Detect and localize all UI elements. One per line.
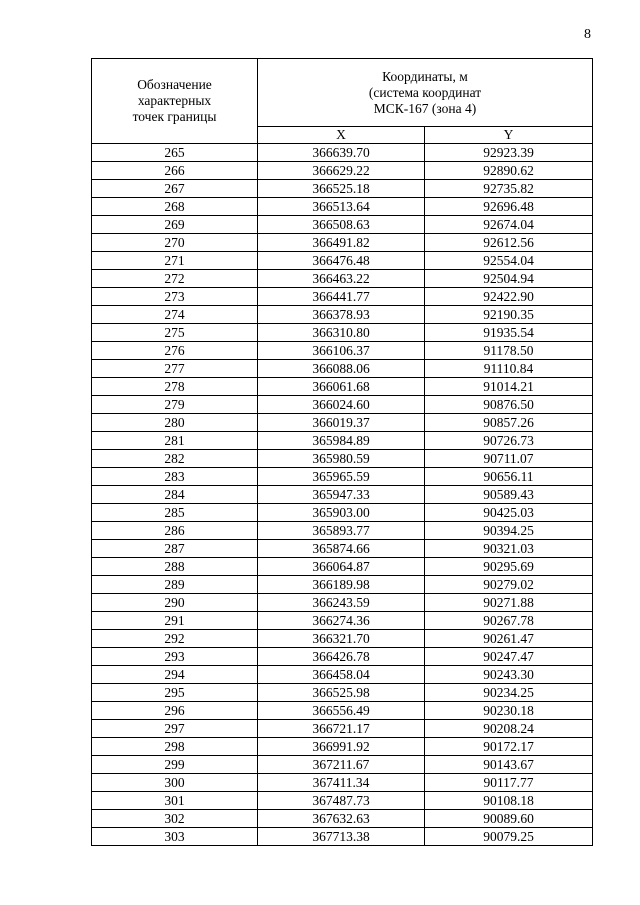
x-coordinate-cell: 365980.59 xyxy=(258,450,425,468)
y-coordinate-cell: 90230.18 xyxy=(425,702,593,720)
x-coordinate-cell: 366508.63 xyxy=(258,216,425,234)
y-coordinate-cell: 90876.50 xyxy=(425,396,593,414)
point-cell: 303 xyxy=(92,828,258,846)
table-row xyxy=(92,342,593,360)
y-coordinate-cell: 92674.04 xyxy=(425,216,593,234)
point-cell: 273 xyxy=(92,288,258,306)
point-cell: 293 xyxy=(92,648,258,666)
table-row xyxy=(92,198,593,216)
table-row xyxy=(92,144,593,162)
point-cell: 281 xyxy=(92,432,258,450)
table-row xyxy=(92,450,593,468)
y-coordinate-cell: 91935.54 xyxy=(425,324,593,342)
coords-header-line: (система координат xyxy=(368,84,482,100)
y-coordinate-cell: 90234.25 xyxy=(425,684,593,702)
y-coordinate-cell: 92890.62 xyxy=(425,162,593,180)
table-row xyxy=(92,414,593,432)
point-cell: 291 xyxy=(92,612,258,630)
x-coordinate-cell: 366106.37 xyxy=(258,342,425,360)
y-coordinate-cell: 92612.56 xyxy=(425,234,593,252)
point-cell: 278 xyxy=(92,378,258,396)
table-row xyxy=(92,540,593,558)
x-coordinate-cell: 365984.89 xyxy=(258,432,425,450)
point-cell: 298 xyxy=(92,738,258,756)
table-row xyxy=(92,216,593,234)
table-row xyxy=(92,648,593,666)
y-column-header: Y xyxy=(425,127,593,144)
x-coordinate-cell: 366378.93 xyxy=(258,306,425,324)
table-row xyxy=(92,432,593,450)
point-header-line: точек границы xyxy=(132,109,217,124)
point-cell: 271 xyxy=(92,252,258,270)
table-row xyxy=(92,810,593,828)
point-header-line: Обозначение xyxy=(137,77,212,92)
table-row xyxy=(92,162,593,180)
point-cell: 286 xyxy=(92,522,258,540)
x-coordinate-cell: 365965.59 xyxy=(258,468,425,486)
x-coordinate-cell: 366321.70 xyxy=(258,630,425,648)
y-coordinate-cell: 91178.50 xyxy=(425,342,593,360)
x-coordinate-cell: 366189.98 xyxy=(258,576,425,594)
table-row xyxy=(92,630,593,648)
x-coordinate-cell: 367411.34 xyxy=(258,774,425,792)
point-cell: 275 xyxy=(92,324,258,342)
y-coordinate-cell: 92504.94 xyxy=(425,270,593,288)
point-cell: 301 xyxy=(92,792,258,810)
x-coordinate-cell: 367713.38 xyxy=(258,828,425,846)
y-coordinate-cell: 90857.26 xyxy=(425,414,593,432)
point-designation-header xyxy=(92,59,258,144)
y-coordinate-cell: 90711.07 xyxy=(425,450,593,468)
point-cell: 295 xyxy=(92,684,258,702)
point-cell: 265 xyxy=(92,144,258,162)
y-coordinate-cell: 90295.69 xyxy=(425,558,593,576)
y-coordinate-cell: 90247.47 xyxy=(425,648,593,666)
point-cell: 285 xyxy=(92,504,258,522)
y-coordinate-cell: 92422.90 xyxy=(425,288,593,306)
y-coordinate-cell: 91110.84 xyxy=(425,360,593,378)
point-cell: 289 xyxy=(92,576,258,594)
x-coordinate-cell: 366274.36 xyxy=(258,612,425,630)
point-cell: 297 xyxy=(92,720,258,738)
y-coordinate-cell: 91014.21 xyxy=(425,378,593,396)
x-coordinate-cell: 366991.92 xyxy=(258,738,425,756)
point-cell: 296 xyxy=(92,702,258,720)
x-coordinate-cell: 366525.98 xyxy=(258,684,425,702)
y-coordinate-cell: 92923.39 xyxy=(425,144,593,162)
table-row xyxy=(92,306,593,324)
x-coordinate-cell: 366458.04 xyxy=(258,666,425,684)
point-cell: 300 xyxy=(92,774,258,792)
x-coordinate-cell: 365893.77 xyxy=(258,522,425,540)
x-coordinate-cell: 366061.68 xyxy=(258,378,425,396)
x-coordinate-cell: 366441.77 xyxy=(258,288,425,306)
table-body xyxy=(92,144,593,846)
x-coordinate-cell: 366476.48 xyxy=(258,252,425,270)
y-coordinate-cell: 90117.77 xyxy=(425,774,593,792)
point-cell: 276 xyxy=(92,342,258,360)
point-cell: 282 xyxy=(92,450,258,468)
table-row xyxy=(92,702,593,720)
coordinates-header xyxy=(258,59,593,127)
point-cell: 283 xyxy=(92,468,258,486)
y-coordinate-cell: 90208.24 xyxy=(425,720,593,738)
y-coordinate-cell: 90726.73 xyxy=(425,432,593,450)
x-coordinate-cell: 365874.66 xyxy=(258,540,425,558)
y-coordinate-cell: 92735.82 xyxy=(425,180,593,198)
y-coordinate-cell: 92554.04 xyxy=(425,252,593,270)
y-coordinate-cell: 90589.43 xyxy=(425,486,593,504)
y-coordinate-cell: 90271.88 xyxy=(425,594,593,612)
table-row xyxy=(92,234,593,252)
x-coordinate-cell: 366556.49 xyxy=(258,702,425,720)
point-cell: 288 xyxy=(92,558,258,576)
point-cell: 292 xyxy=(92,630,258,648)
point-cell: 272 xyxy=(92,270,258,288)
point-cell: 269 xyxy=(92,216,258,234)
x-coordinate-cell: 366243.59 xyxy=(258,594,425,612)
y-coordinate-cell: 90267.78 xyxy=(425,612,593,630)
x-coordinate-cell: 367211.67 xyxy=(258,756,425,774)
x-coordinate-cell: 366310.80 xyxy=(258,324,425,342)
point-cell: 284 xyxy=(92,486,258,504)
y-coordinate-cell: 90279.02 xyxy=(425,576,593,594)
x-coordinate-cell: 365903.00 xyxy=(258,504,425,522)
y-coordinate-cell: 90243.30 xyxy=(425,666,593,684)
table-row xyxy=(92,504,593,522)
table-row xyxy=(92,270,593,288)
y-coordinate-cell: 92190.35 xyxy=(425,306,593,324)
x-coordinate-cell: 366721.17 xyxy=(258,720,425,738)
table-row xyxy=(92,558,593,576)
point-cell: 294 xyxy=(92,666,258,684)
y-coordinate-cell: 90394.25 xyxy=(425,522,593,540)
y-coordinate-cell: 90172.17 xyxy=(425,738,593,756)
table-row xyxy=(92,792,593,810)
x-coordinate-cell: 366064.87 xyxy=(258,558,425,576)
x-column-header: X xyxy=(258,127,425,144)
coords-header-line: МСК-167 (зона 4) xyxy=(373,100,477,116)
table-row xyxy=(92,486,593,504)
x-coordinate-cell: 366491.82 xyxy=(258,234,425,252)
point-cell: 268 xyxy=(92,198,258,216)
table-row xyxy=(92,288,593,306)
table-row xyxy=(92,828,593,846)
x-coordinate-cell: 366639.70 xyxy=(258,144,425,162)
table-row xyxy=(92,252,593,270)
table-row xyxy=(92,180,593,198)
table-row xyxy=(92,612,593,630)
x-coordinate-cell: 367487.73 xyxy=(258,792,425,810)
point-cell: 274 xyxy=(92,306,258,324)
table-row xyxy=(92,666,593,684)
y-coordinate-cell: 90108.18 xyxy=(425,792,593,810)
point-cell: 290 xyxy=(92,594,258,612)
table-row xyxy=(92,774,593,792)
y-coordinate-cell: 92696.48 xyxy=(425,198,593,216)
y-coordinate-cell: 90143.67 xyxy=(425,756,593,774)
table-row xyxy=(92,684,593,702)
coords-header-line: Координаты, м xyxy=(382,68,468,84)
point-cell: 267 xyxy=(92,180,258,198)
table-row xyxy=(92,594,593,612)
point-cell: 279 xyxy=(92,396,258,414)
table-row xyxy=(92,522,593,540)
point-cell: 280 xyxy=(92,414,258,432)
table-row xyxy=(92,396,593,414)
page-number: 8 xyxy=(584,27,591,42)
table-row xyxy=(92,360,593,378)
x-coordinate-cell: 366513.64 xyxy=(258,198,425,216)
y-coordinate-cell: 90656.11 xyxy=(425,468,593,486)
table-row xyxy=(92,720,593,738)
x-coordinate-cell: 366024.60 xyxy=(258,396,425,414)
x-coordinate-cell: 366525.18 xyxy=(258,180,425,198)
x-coordinate-cell: 366463.22 xyxy=(258,270,425,288)
x-coordinate-cell: 366426.78 xyxy=(258,648,425,666)
point-header-line: характерных xyxy=(137,93,212,108)
table-row xyxy=(92,756,593,774)
y-coordinate-cell: 90321.03 xyxy=(425,540,593,558)
table-row xyxy=(92,324,593,342)
table-row xyxy=(92,468,593,486)
point-cell: 266 xyxy=(92,162,258,180)
table-row xyxy=(92,738,593,756)
coordinates-table xyxy=(91,58,593,846)
y-coordinate-cell: 90261.47 xyxy=(425,630,593,648)
table-header xyxy=(92,59,593,144)
point-cell: 270 xyxy=(92,234,258,252)
x-coordinate-cell: 366088.06 xyxy=(258,360,425,378)
table-row xyxy=(92,378,593,396)
x-coordinate-cell: 367632.63 xyxy=(258,810,425,828)
y-coordinate-cell: 90089.60 xyxy=(425,810,593,828)
point-cell: 287 xyxy=(92,540,258,558)
x-coordinate-cell: 366629.22 xyxy=(258,162,425,180)
point-cell: 277 xyxy=(92,360,258,378)
point-cell: 302 xyxy=(92,810,258,828)
x-coordinate-cell: 365947.33 xyxy=(258,486,425,504)
table-row xyxy=(92,576,593,594)
y-coordinate-cell: 90079.25 xyxy=(425,828,593,846)
point-cell: 299 xyxy=(92,756,258,774)
y-coordinate-cell: 90425.03 xyxy=(425,504,593,522)
x-coordinate-cell: 366019.37 xyxy=(258,414,425,432)
